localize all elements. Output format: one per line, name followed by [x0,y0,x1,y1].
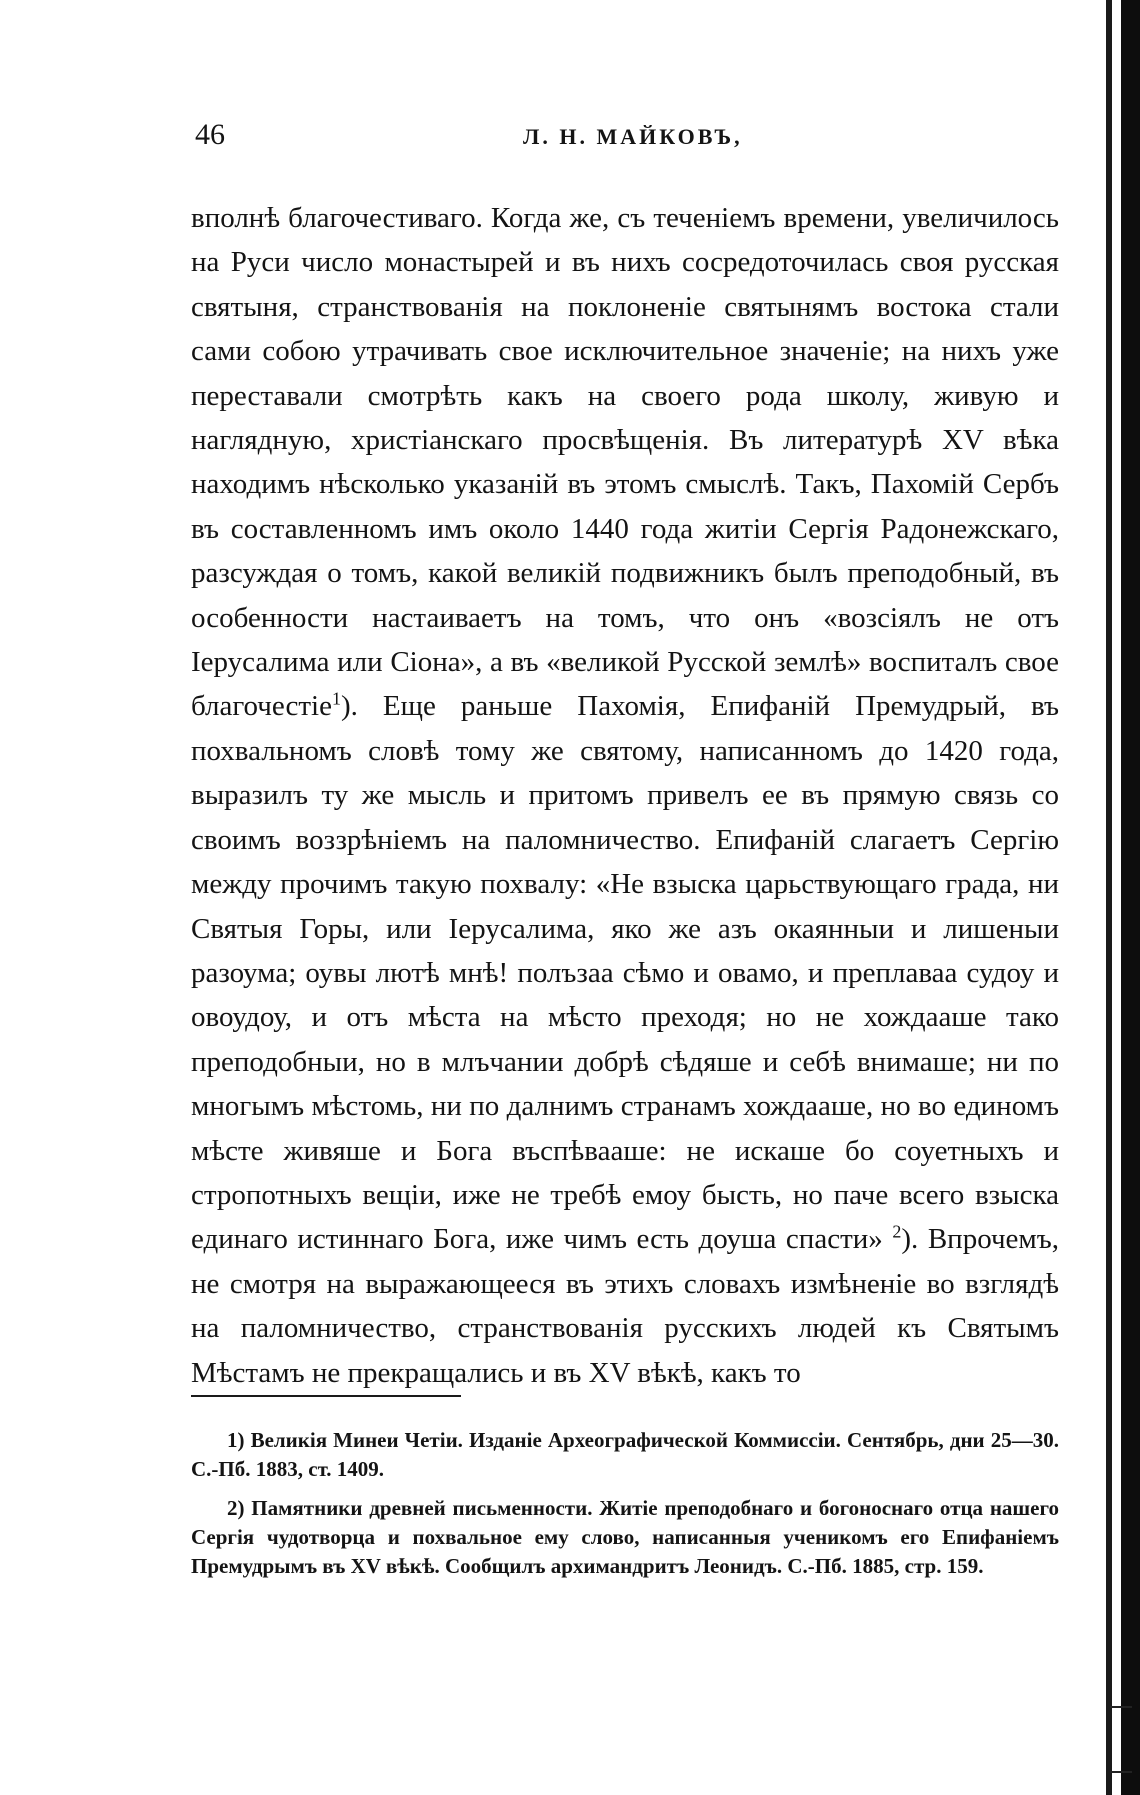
body-text-part-1: вполнѣ благочестиваго. Когда же, съ теченіемъ времени, увеличилось на Руси число монастырей и въ нихъ сосредоточилась своя русская святыня, странствованія на поклоненіе святынямъ востока стали сами собою утрачивать свое исключительное значеніе; на нихъ уже переставали смотрѣть какъ на своего рода школу, живую и наглядную, христіанскаго просвѣщенія. Въ литературѣ XV вѣка находимъ нѣсколько указаній въ этомъ смыслѣ. Такъ, Пахомій Сербъ въ составленномъ имъ около 1440 года житіи Сергія Радонежскаго, разсуждая о томъ, какой великій подвижникъ былъ преподобный, въ особенности настаиваетъ на томъ, что онъ «возсіялъ не отъ Іерусалима или Сіона», а въ «великой Русской землѣ» воспиталъ свое благочестіе [191,202,1059,723]
scan-dark-edge [1121,0,1140,1795]
page-number: 46 [195,118,225,151]
page-header [195,118,1055,158]
body-text-part-3: ). Впрочемъ, не смотря на выражающееся въ этихъ словахъ измѣненіе во взглядѣ на паломничество, странствованія русскихъ людей къ Святымъ Мѣстамъ не прекращались и въ XV вѣкѣ, какъ то [191,1223,1059,1389]
footnote-reference-1[interactable]: 1 [331,688,341,709]
scan-edge-line [1106,0,1112,1795]
footnote-reference-2[interactable]: 2 [892,1221,902,1242]
body-text-part-2: ). Еще раньше Пахомія, Епифаній Премудрый, въ похвальномъ словѣ тому же святому, написанномъ до 1420 года, выразилъ ту же мысль и притомъ привелъ ее въ прямую связь со своимъ воззрѣніемъ на паломничество. Епифаній слагаетъ Сергію между прочимъ такую похвалу: «Не взыска царьствующаго града, ни Святыя Горы, или Іерусалима, яко же азъ окаянныи и лишеныи разоума; оувы лютѣ мнѣ! полъзаа сѣмо и овамо, и преплаваа судоу и овоудоу, и отъ мѣста на мѣсто преходя; но не хождааше тако преподобныи, но в млъчании добрѣ сѣдяше и себѣ внимаше; ни по многымъ мѣстомь, ни по далнимъ странамъ хождааше, но во единомъ мѣсте живяше и Бога въспѣвааше: не искаше бо соуетныхъ и стропотныхъ вещіи, иже не требѣ емоу бысть, но паче всего взыска единаго истиннаго Бога, иже чимъ есть доуша спасти» [191,690,1059,1256]
footnotes [191,1426,1059,1591]
scan-margin-mark [1110,1771,1132,1773]
footnote-2: 2) Памятники древней письменности. Житіе преподобнаго и богоноснаго отца нашего Сергія чудотворца и похвальное ему слово, написанныя ученикомъ его Епифаніемъ Премудрымъ въ XV вѣкѣ. Сообщилъ архимандритъ Леонидъ. С.-Пб. 1885, стр. 159. [191,1496,1059,1578]
footnote-1: 1) Великія Минеи Четіи. Изданіе Археографической Коммиссіи. Сентябрь, дни 25—30. С.-Пб. 1883, ст. 1409. [191,1428,1059,1481]
running-head: Л. Н. МАЙКОВЪ, [523,124,743,149]
scan-margin-mark [1110,1706,1132,1708]
footnote-separator [191,1395,461,1397]
main-paragraph [191,196,1059,1395]
